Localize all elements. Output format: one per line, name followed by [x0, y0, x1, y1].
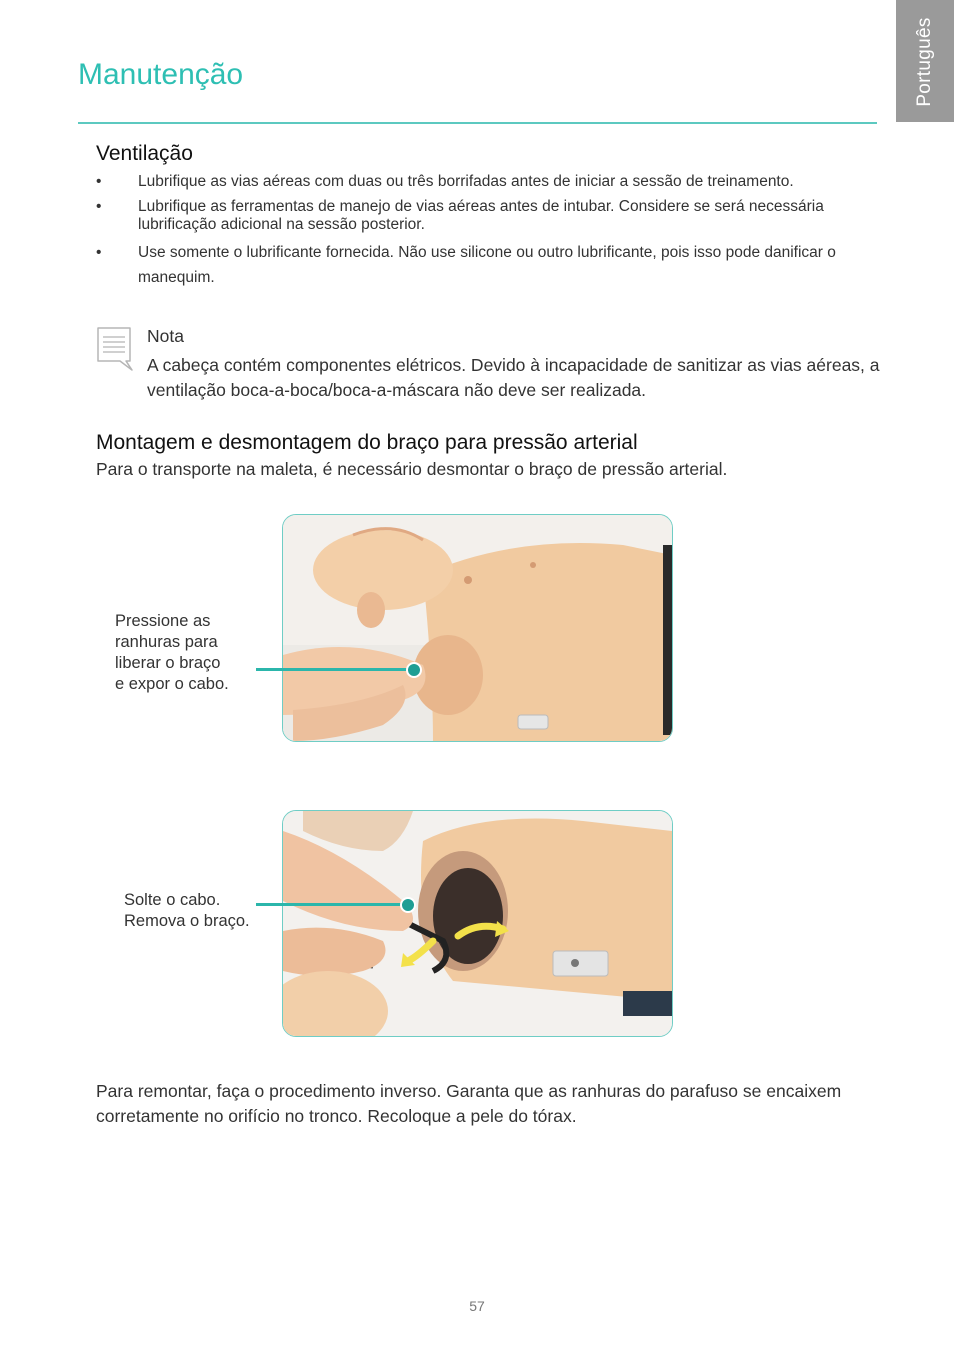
- arm-intro: Para o transporte na maleta, é necessário desmontar o braço de pressão arterial.: [96, 459, 728, 479]
- page-title: Manutenção: [78, 58, 244, 91]
- figure-1-caption: [115, 611, 229, 695]
- caption-line: e expor o cabo.: [115, 675, 229, 693]
- language-tab: [896, 0, 954, 122]
- manikin-torso-illustration: [283, 515, 672, 741]
- callout-line: [256, 668, 414, 671]
- ventilation-heading: Ventilação: [96, 142, 193, 165]
- callout-dot: [400, 897, 416, 913]
- reassembly-text: Para remontar, faça o procedimento inverso. Garanta que as ranhuras do parafuso se encaixem corretamente no orifício no tronco. Recoloque a pele do tórax.: [96, 1081, 842, 1126]
- note-label: Nota: [147, 326, 184, 346]
- ventilation-list: [96, 172, 886, 296]
- caption-line: Pressione as: [115, 612, 211, 630]
- caption-line: Solte o cabo.: [124, 891, 221, 909]
- figure-remove-arm-photo: [282, 810, 673, 1037]
- list-item: • Use somente o lubrificante fornecida. Não use silicone ou outro lubrificante, pois isso pode danificar o manequim.: [96, 240, 886, 290]
- caption-line: ranhuras para: [115, 633, 218, 651]
- callout-line: [256, 903, 408, 906]
- arm-removal-illustration: [283, 811, 672, 1036]
- page-number: 57: [469, 1298, 485, 1314]
- note-icon: [96, 326, 134, 372]
- arm-heading: Montagem e desmontagem do braço para pressão arterial: [96, 431, 638, 454]
- language-label: Português: [914, 17, 935, 107]
- figure-press-slots-photo: [282, 514, 673, 742]
- figure-2-caption: [124, 890, 250, 932]
- list-item: • Lubrifique as vias aéreas com duas ou três borrifadas antes de iniciar a sessão de treinamento.: [96, 172, 886, 192]
- title-divider: [78, 122, 877, 124]
- caption-line: Remova o braço.: [124, 912, 250, 930]
- note-text: A cabeça contém componentes elétricos. Devido à incapacidade de sanitizar as vias aéreas, a ventilação boca-a-boca/boca-a-máscara não deve ser realizada.: [147, 355, 880, 400]
- list-item: • Lubrifique as ferramentas de manejo de vias aéreas antes de intubar. Considere se será necessária lubrificação adicional na sessão posterior.: [96, 198, 886, 234]
- caption-line: liberar o braço: [115, 654, 221, 672]
- callout-dot: [406, 662, 422, 678]
